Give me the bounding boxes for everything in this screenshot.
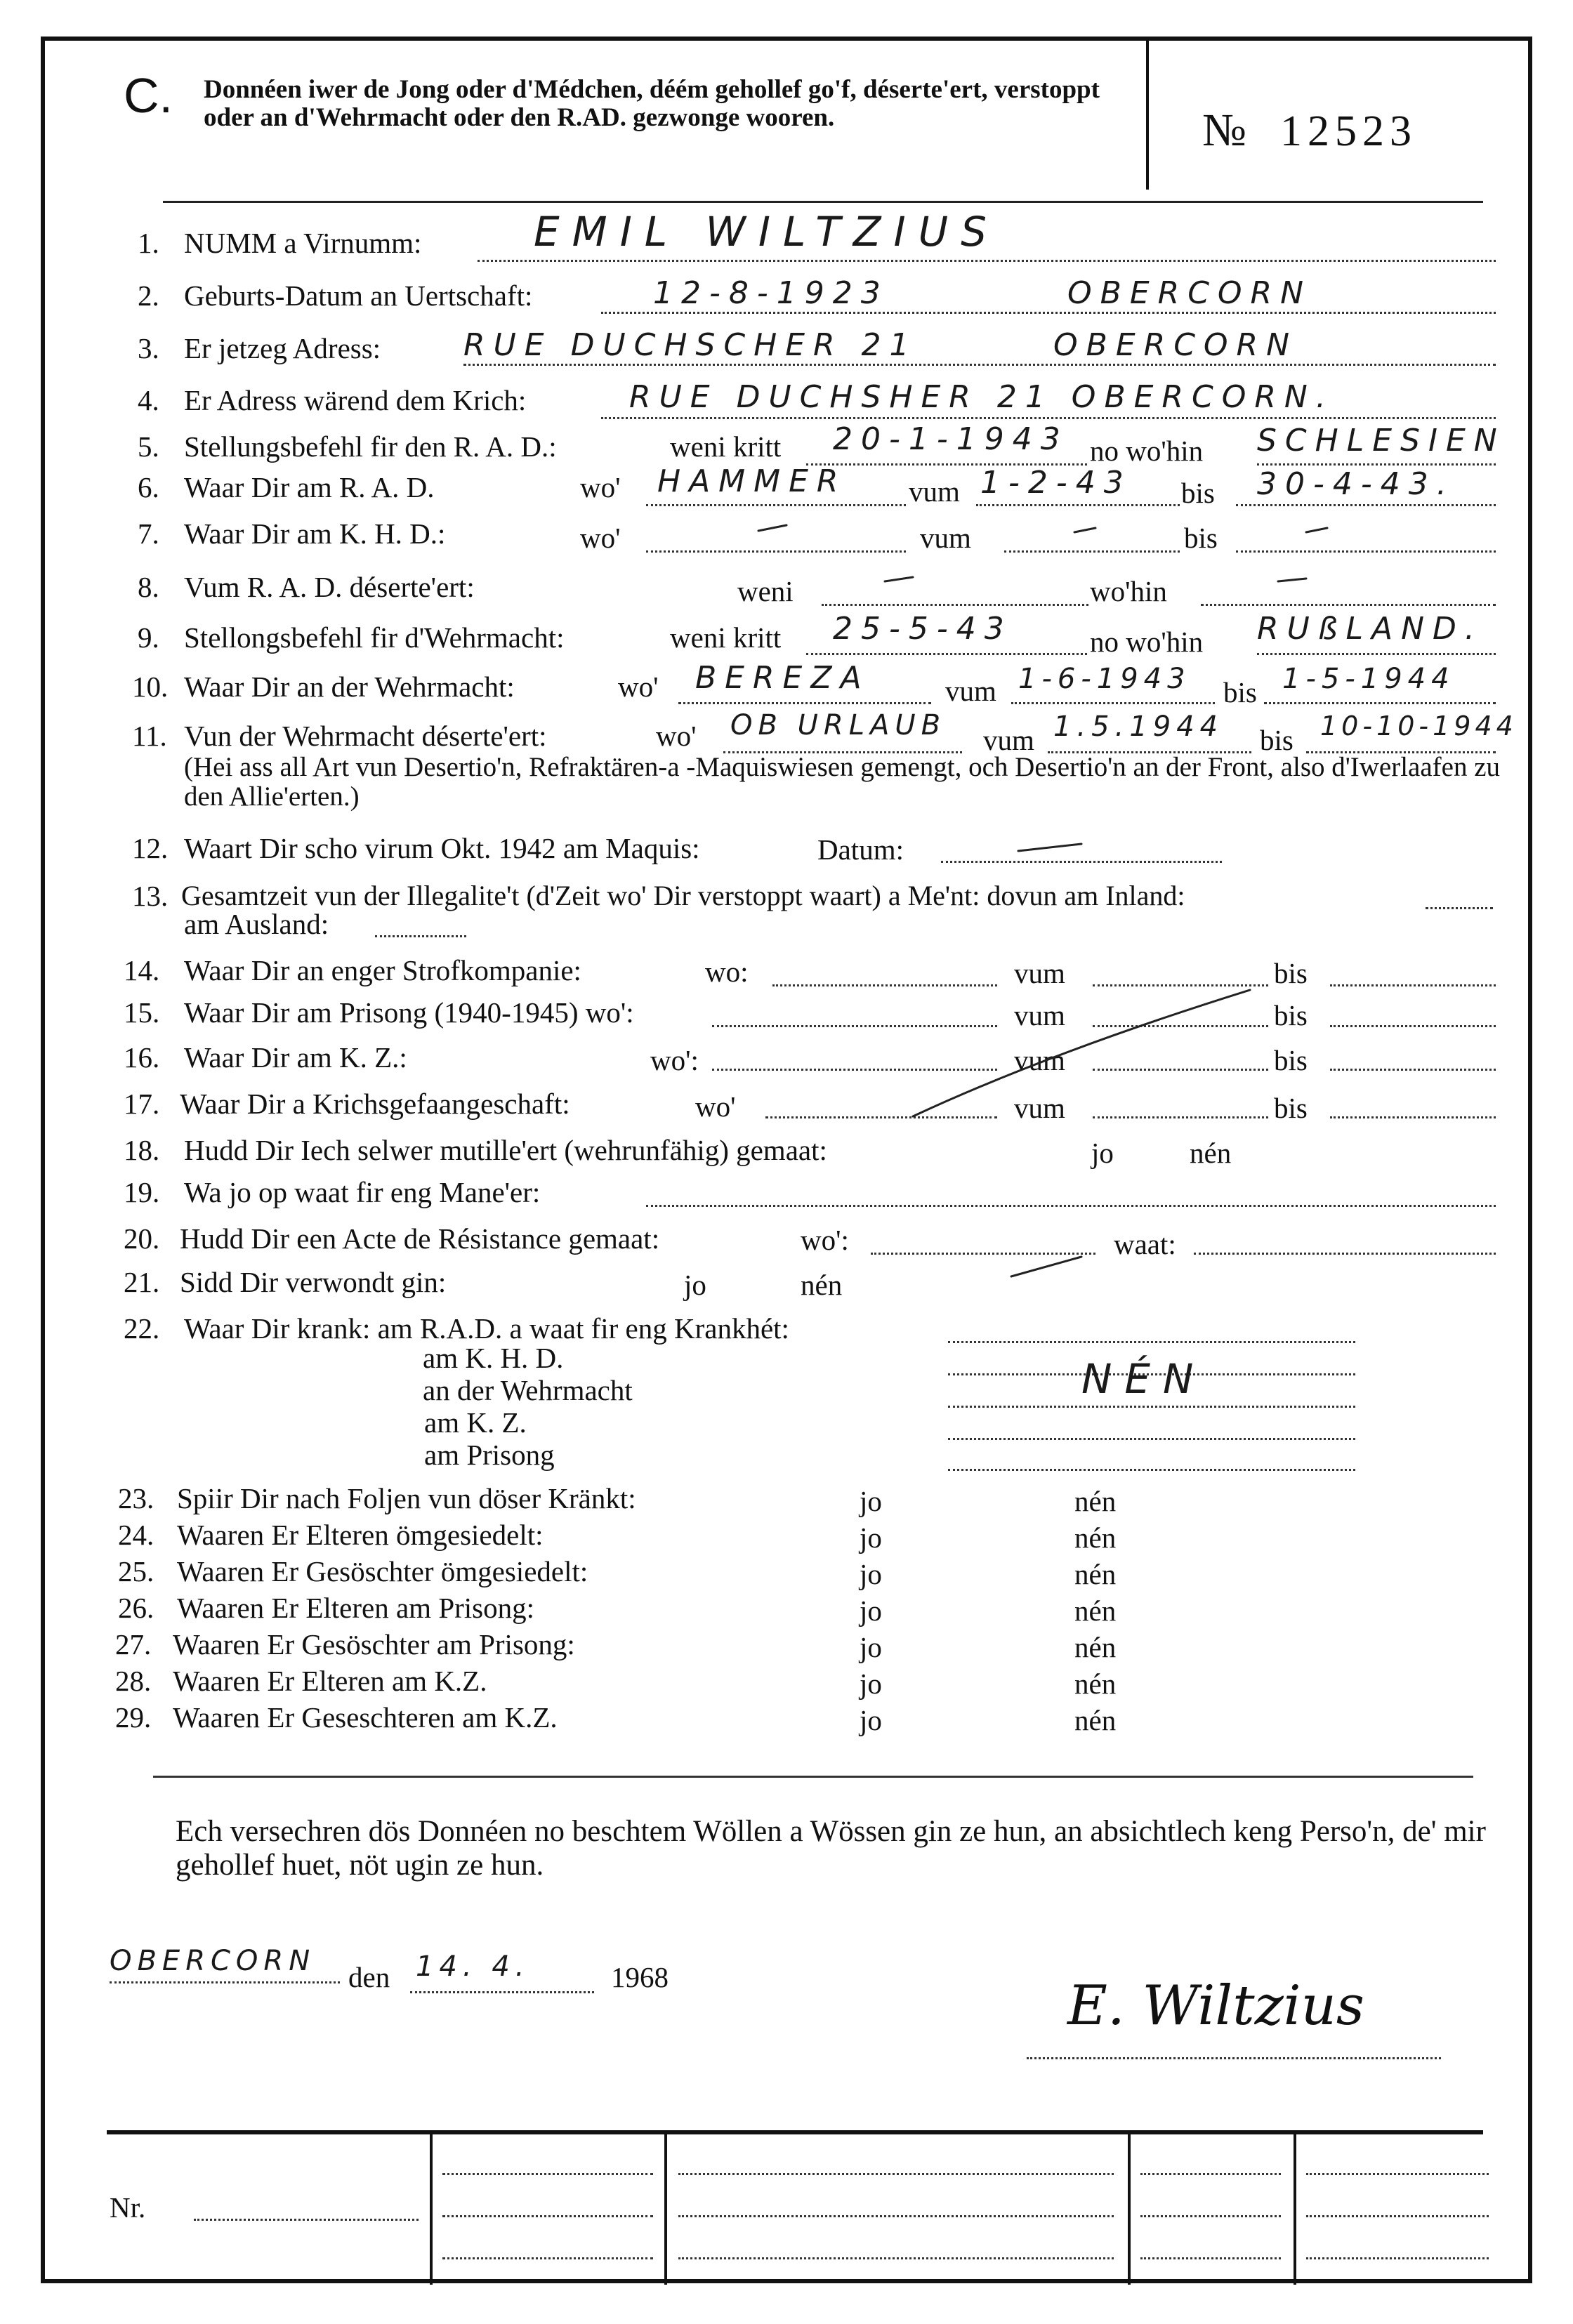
registry-line bbox=[442, 2173, 653, 2175]
item-number: 1. bbox=[138, 227, 159, 259]
item-number: 13. bbox=[132, 880, 169, 912]
fill-line bbox=[948, 1406, 1355, 1408]
registry-line bbox=[1306, 2257, 1489, 2259]
abroad-label: am Ausland: bbox=[184, 908, 329, 940]
item-label: Waar Dir am R. A. D. bbox=[184, 471, 435, 503]
vum-label: vum bbox=[1014, 957, 1065, 989]
item-number: 25. bbox=[118, 1555, 154, 1587]
no-option[interactable]: nén bbox=[1074, 1631, 1117, 1663]
item-label: Stellongsbefehl fir d'Wehrmacht: bbox=[184, 621, 565, 654]
item-number: 6. bbox=[138, 471, 159, 503]
yes-option[interactable]: jo bbox=[684, 1269, 706, 1301]
wo-label: wo': bbox=[801, 1224, 849, 1256]
registry-line bbox=[1306, 2173, 1489, 2175]
handwritten-birth-place[interactable]: OBERCORN bbox=[1067, 275, 1312, 311]
wo-label: wo': bbox=[650, 1044, 699, 1076]
yes-option[interactable]: jo bbox=[860, 1521, 882, 1554]
sub-label: an der Wehrmacht bbox=[423, 1374, 633, 1406]
vum-label: vum bbox=[1014, 1092, 1065, 1124]
item-label: Waar Dir am K. H. D.: bbox=[184, 517, 446, 550]
item-label: Waaren Er Elteren ömgesiedelt: bbox=[177, 1519, 544, 1551]
item-number: 27. bbox=[115, 1628, 152, 1661]
item-number: 9. bbox=[138, 621, 159, 654]
no-option[interactable]: nén bbox=[1074, 1668, 1117, 1700]
no-option[interactable]: nén bbox=[1074, 1704, 1117, 1736]
item-number: 20. bbox=[124, 1222, 160, 1255]
handwritten-to[interactable]: 30-4-43. bbox=[1257, 466, 1455, 502]
item-number: 3. bbox=[138, 332, 159, 364]
fill-line bbox=[948, 1438, 1355, 1440]
handwritten-sign-place[interactable]: OBERCORN bbox=[110, 1945, 316, 1977]
sub-label: am K. H. D. bbox=[423, 1342, 564, 1374]
fill-line bbox=[110, 1981, 340, 1983]
wo-label: wo' bbox=[618, 671, 659, 703]
nr-line bbox=[194, 2219, 419, 2221]
yes-option[interactable]: jo bbox=[860, 1631, 882, 1663]
item-label: Gesamtzeit vun der Illegalite't (d'Zeit wo' Dir verstoppt waart) a Me'nt: dovun am Inland: bbox=[181, 880, 1185, 911]
item-number: 21. bbox=[124, 1266, 160, 1298]
footer-divider bbox=[430, 2134, 433, 2285]
handwritten-name[interactable]: EMIL WILTZIUS bbox=[534, 208, 999, 256]
weni-label: weni bbox=[737, 575, 794, 607]
footer-divider bbox=[664, 2134, 667, 2285]
item-label: Sidd Dir verwondt gin: bbox=[180, 1266, 447, 1298]
handwritten-no[interactable]: NÉN bbox=[1081, 1355, 1206, 1403]
item-label: Spiir Dir nach Foljen vun döser Kränkt: bbox=[177, 1482, 636, 1514]
handwritten-birth-date[interactable]: 12-8-1923 bbox=[653, 275, 889, 311]
vum-label: vum bbox=[909, 475, 960, 508]
bis-label: bis bbox=[1184, 522, 1218, 554]
handwritten-street[interactable]: RUE DUCHSCHER 21 bbox=[463, 327, 918, 363]
bis-label: bis bbox=[1181, 477, 1215, 509]
vum-label: vum bbox=[983, 724, 1034, 756]
handwritten-from[interactable]: 1-2-43 bbox=[980, 465, 1132, 501]
item-label: Er Adress wärend dem Krich: bbox=[184, 384, 527, 416]
item-label: Waaren Er Elteren am Prisong: bbox=[177, 1592, 535, 1624]
bis-label: bis bbox=[1274, 999, 1308, 1031]
waat-label: waat: bbox=[1114, 1228, 1176, 1260]
item-number: 14. bbox=[124, 954, 160, 986]
registry-line bbox=[1140, 2215, 1281, 2217]
bis-label: bis bbox=[1223, 676, 1257, 708]
item-label: Waaren Er Elteren am K.Z. bbox=[173, 1665, 487, 1697]
item-label: Waar Dir an der Wehrmacht: bbox=[184, 671, 515, 703]
item-number: 10. bbox=[132, 671, 169, 703]
item-label: Waar Dir a Krichsgefaangeschaft: bbox=[180, 1088, 570, 1120]
item-number: 29. bbox=[115, 1701, 152, 1734]
section-divider bbox=[153, 1776, 1473, 1778]
item-number: 23. bbox=[118, 1482, 154, 1514]
no-option[interactable]: nén bbox=[1190, 1137, 1232, 1169]
item-number: 17. bbox=[124, 1088, 160, 1120]
bis-label: bis bbox=[1274, 957, 1308, 989]
handwritten-from[interactable]: 1-6-1943 bbox=[1018, 663, 1191, 695]
bis-label: bis bbox=[1274, 1044, 1308, 1076]
yes-option[interactable]: jo bbox=[860, 1595, 882, 1627]
handwritten-location[interactable]: OB URLAUB bbox=[730, 709, 947, 741]
item-number: 8. bbox=[138, 571, 159, 603]
no-option[interactable]: nén bbox=[1074, 1485, 1117, 1517]
item-label: Geburts-Datum an Uertschaft: bbox=[184, 279, 533, 312]
sign-year: 1968 bbox=[611, 1961, 669, 1993]
handwritten-location[interactable]: BEREZA bbox=[695, 660, 870, 696]
yes-option[interactable]: jo bbox=[1091, 1137, 1114, 1169]
bis-label: bis bbox=[1274, 1092, 1308, 1124]
item-label: Stellungsbefehl fir den R. A. D.: bbox=[184, 430, 557, 463]
wo-label: wo' bbox=[580, 471, 621, 503]
weni-label: weni kritt bbox=[670, 430, 782, 463]
item-label: Waar Dir am Prisong (1940-1945) wo': bbox=[184, 996, 634, 1029]
wo-label: wo' bbox=[695, 1090, 736, 1123]
handwritten-date[interactable]: 25-5-43 bbox=[833, 611, 1013, 647]
no-option[interactable]: nén bbox=[1074, 1595, 1117, 1627]
footer-rule bbox=[107, 2130, 1483, 2134]
no-option[interactable]: nén bbox=[1074, 1521, 1117, 1554]
vum-label: vum bbox=[1014, 999, 1065, 1031]
item-label: Waaren Er Gesöschter am Prisong: bbox=[173, 1628, 575, 1661]
item-number: 12. bbox=[132, 832, 169, 864]
registry-line bbox=[1140, 2173, 1281, 2175]
wohin-label: no wo'hin bbox=[1090, 626, 1204, 658]
bis-label: bis bbox=[1260, 724, 1294, 756]
registry-line bbox=[678, 2173, 1114, 2175]
yes-option[interactable]: jo bbox=[860, 1558, 882, 1590]
item-number: 15. bbox=[124, 996, 160, 1029]
registry-line bbox=[442, 2215, 653, 2217]
item-label: Waar Dir an enger Strofkompanie: bbox=[184, 954, 581, 986]
vum-label: vum bbox=[945, 675, 996, 707]
registry-line bbox=[678, 2215, 1114, 2217]
item-number: 16. bbox=[124, 1041, 160, 1074]
registry-line bbox=[1306, 2215, 1489, 2217]
handwritten-sign-date[interactable]: 14. 4. bbox=[416, 1950, 530, 1983]
number-value: 12523 bbox=[1279, 107, 1417, 155]
item-label: Hudd Dir een Acte de Résistance gemaat: bbox=[180, 1222, 660, 1255]
registry-line bbox=[678, 2257, 1114, 2259]
signature: E. Wiltzius bbox=[1067, 1974, 1364, 2038]
sub-label: am Prisong bbox=[424, 1439, 555, 1471]
item-label: Vun der Wehrmacht déserte'ert: bbox=[184, 720, 547, 752]
fill-line bbox=[410, 1991, 594, 1993]
item-number: 7. bbox=[138, 517, 159, 550]
handwritten-destination[interactable]: SCHLESIEN bbox=[1257, 423, 1506, 458]
item-label: Vum R. A. D. déserte'ert: bbox=[184, 571, 475, 603]
handwritten-to[interactable]: 10-10-1944 bbox=[1320, 711, 1518, 741]
registry-line bbox=[1140, 2257, 1281, 2259]
registry-line bbox=[442, 2257, 653, 2259]
section-description: Donnéen iwer de Jong oder d'Médchen, déém gehollef go'f, déserte'ert, verstoppt oder an d'Wehrmacht oder den R.AD. gezwonge wooren. bbox=[204, 75, 1100, 132]
footer-divider bbox=[1128, 2134, 1131, 2285]
no-option[interactable]: nén bbox=[801, 1269, 843, 1301]
item-number: 5. bbox=[138, 430, 159, 463]
item-number: 18. bbox=[124, 1134, 160, 1166]
handwritten-place[interactable]: OBERCORN bbox=[1053, 327, 1298, 363]
desertion-note: (Hei ass all Art vun Desertio'n, Refraktären-a -Maquiswiesen gemengt, och Desertio'n an der Front, also d'Iwerlaafen zu den Allie'erten.) bbox=[184, 752, 1501, 812]
handwritten-destination[interactable]: RUßLAND. bbox=[1257, 611, 1483, 647]
fill-line bbox=[646, 1205, 1496, 1207]
declaration-text: Ech versechren dös Donnéen no beschtem Wöllen a Wössen gin ze hun, an absichtlech keng Perso'n, de' mir gehollef huet, nöt ugin ze hun. bbox=[176, 1815, 1486, 1882]
handwritten-location[interactable]: HAMMER bbox=[657, 463, 847, 499]
item-label: NUMM a Virnumm: bbox=[184, 227, 422, 259]
fill-line bbox=[871, 1253, 1095, 1255]
item-number: 2. bbox=[138, 279, 159, 312]
item-label: Waar Dir am K. Z.: bbox=[184, 1041, 407, 1074]
item-label: Er jetzeg Adress: bbox=[184, 332, 381, 364]
datum-label: Datum: bbox=[817, 833, 904, 866]
item-number: 19. bbox=[124, 1176, 160, 1208]
item-label: Waart Dir scho virum Okt. 1942 am Maquis: bbox=[184, 832, 700, 864]
wohin-label: wo'hin bbox=[1090, 575, 1167, 607]
yes-option[interactable]: jo bbox=[860, 1485, 882, 1517]
section-letter: C. bbox=[124, 68, 173, 123]
item-number: 4. bbox=[138, 384, 159, 416]
wohin-label: no wo'hin bbox=[1090, 435, 1204, 467]
item-label: Hudd Dir Iech selwer mutille'ert (wehrunfähig) gemaat: bbox=[184, 1134, 827, 1166]
fill-line bbox=[948, 1341, 1355, 1343]
wo-label: wo: bbox=[705, 956, 749, 988]
fill-line bbox=[948, 1469, 1355, 1471]
handwritten-to[interactable]: 1-5-1944 bbox=[1282, 663, 1455, 695]
item-label: Waaren Er Gesöschter ömgesiedelt: bbox=[177, 1555, 588, 1587]
item-label: Waaren Er Geseschteren am K.Z. bbox=[173, 1701, 558, 1734]
item-number: 28. bbox=[115, 1665, 152, 1697]
item-number: 11. bbox=[132, 720, 167, 752]
signature-line bbox=[1027, 2057, 1441, 2059]
footer-divider bbox=[1294, 2134, 1296, 2285]
fill-line bbox=[1194, 1253, 1496, 1255]
weni-label: weni kritt bbox=[670, 621, 782, 654]
vum-label: vum bbox=[920, 522, 971, 554]
vum-label: vum bbox=[1014, 1044, 1065, 1076]
sub-label: am K. Z. bbox=[424, 1406, 527, 1439]
den-label: den bbox=[348, 1961, 390, 1993]
item-label: Wa jo op waat fir eng Mane'er: bbox=[184, 1176, 541, 1208]
item-number: 24. bbox=[118, 1519, 154, 1551]
item-number: 26. bbox=[118, 1592, 154, 1624]
handwritten-war-address[interactable]: RUE DUCHSHER 21 OBERCORN. bbox=[629, 379, 1334, 415]
yes-option[interactable]: jo bbox=[860, 1704, 882, 1736]
yes-option[interactable]: jo bbox=[860, 1668, 882, 1700]
handwritten-date[interactable]: 20-1-1943 bbox=[833, 421, 1069, 457]
handwritten-from[interactable]: 1.5.1944 bbox=[1053, 711, 1224, 743]
item-number: 22. bbox=[124, 1312, 160, 1345]
wo-label: wo' bbox=[656, 720, 697, 752]
no-option[interactable]: nén bbox=[1074, 1558, 1117, 1590]
nr-label: Nr. bbox=[110, 2191, 146, 2224]
number-symbol: № bbox=[1202, 105, 1252, 156]
item-label: Waar Dir krank: am R.A.D. a waat fir eng Krankhét: bbox=[184, 1312, 789, 1345]
wo-label: wo' bbox=[580, 522, 621, 554]
